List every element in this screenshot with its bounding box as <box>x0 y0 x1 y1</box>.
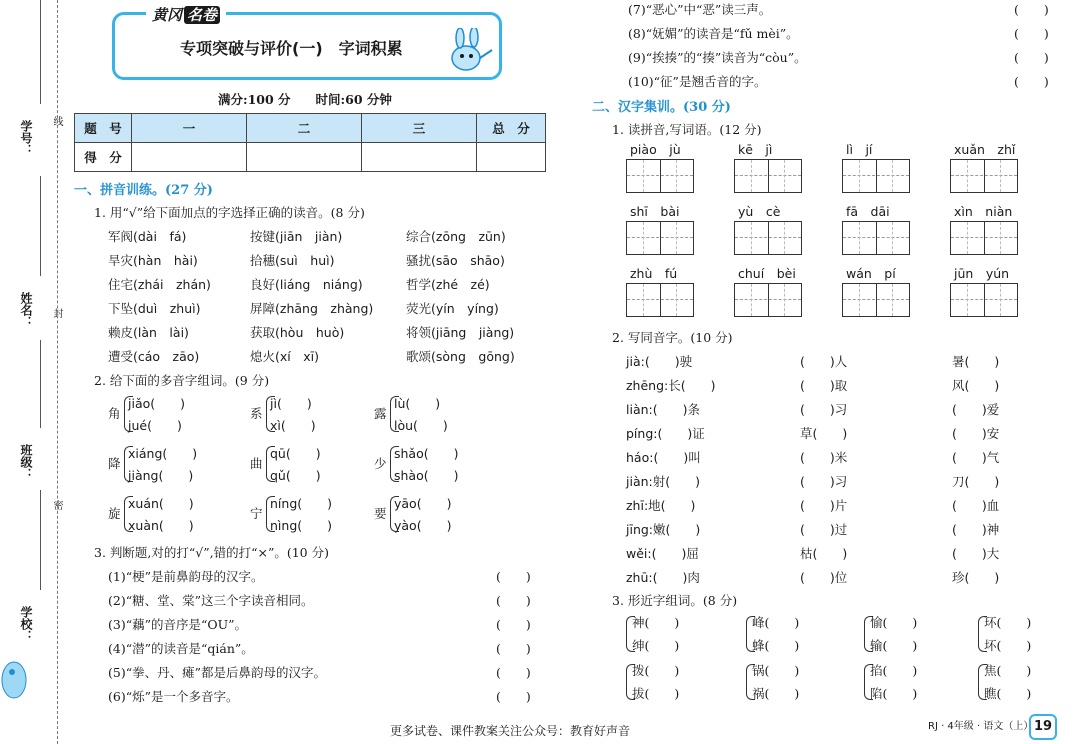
answer-parentheses[interactable]: ( ) <box>496 593 531 608</box>
polyphone-reading-a[interactable]: shǎo( ) <box>394 446 459 461</box>
brand-logo: 黄冈 名卷 <box>146 4 226 25</box>
judgment-item: (5)“拳、丹、瘫”都是后鼻韵母的汉字。 <box>108 665 326 680</box>
section-2-title: 二、汉字集训。(30 分) <box>592 100 731 115</box>
grid-guide <box>843 237 909 238</box>
homophone-blank[interactable]: 刀( ) <box>952 474 1000 489</box>
grid-guide <box>843 299 909 300</box>
homophone-blank[interactable]: píng:( )证 <box>626 426 705 441</box>
pinyin-label: xuǎn zhǐ <box>954 142 1016 157</box>
polyphone-reading-b[interactable]: xì( ) <box>270 418 316 433</box>
q1-prompt: 1. 用“√”给下面加点的字选择正确的读音。(8 分) <box>94 205 365 220</box>
grid-guide <box>643 160 644 192</box>
homophone-blank[interactable]: jīng:嫩( ) <box>626 522 701 537</box>
grid-guide <box>676 160 677 192</box>
answer-parentheses[interactable]: ( ) <box>1014 50 1049 65</box>
polyphone-char: 系 <box>250 406 263 421</box>
polyphone-reading-a[interactable]: xiáng( ) <box>128 446 198 461</box>
homophone-blank[interactable]: ( )片 <box>800 498 848 513</box>
homophone-blank[interactable]: ( )习 <box>800 402 848 417</box>
s2-q2-prompt: 2. 写同音字。(10 分) <box>612 330 733 345</box>
homophone-blank[interactable]: ( )血 <box>952 498 1000 513</box>
reading-choice-item[interactable]: 下坠(duì zhuì) <box>108 301 201 316</box>
writing-grid-box[interactable] <box>626 221 694 255</box>
grid-guide <box>892 284 893 316</box>
pinyin-label: fā dāi <box>846 204 890 219</box>
judgment-item: (8)“妩媚”的读音是“fǔ mèi”。 <box>628 26 799 41</box>
grid-guide <box>784 222 785 254</box>
answer-parentheses[interactable]: ( ) <box>496 665 531 680</box>
pinyin-label: lì jí <box>846 142 873 157</box>
polyphone-char: 曲 <box>250 456 263 471</box>
polyphone-reading-b[interactable]: nìng( ) <box>270 518 333 533</box>
reading-choice-item[interactable]: 屏障(zhāng zhàng) <box>250 301 374 316</box>
grid-guide <box>751 222 752 254</box>
reading-choice-item[interactable]: 哲学(zhé zé) <box>406 277 490 292</box>
judgment-item: (1)“梗”是前鼻韵母的汉字。 <box>108 569 264 584</box>
margin-line <box>40 340 41 428</box>
homophone-blank[interactable]: ( )位 <box>800 570 848 585</box>
polyphone-char: 角 <box>108 406 121 421</box>
score-input-cell[interactable] <box>132 143 247 172</box>
similar-char-blank[interactable]: 焦( ) <box>984 663 1032 678</box>
polyphone-char: 要 <box>374 506 387 521</box>
grid-guide <box>843 175 909 176</box>
reading-choice-item[interactable]: 良好(liáng niáng) <box>250 277 363 292</box>
mascot-icon <box>0 650 40 710</box>
similar-char-blank[interactable]: 坏( ) <box>984 638 1032 653</box>
writing-grid-box[interactable] <box>842 283 910 317</box>
table-cell: 得 分 <box>75 143 132 172</box>
polyphone-reading-b[interactable]: jiàng( ) <box>128 468 194 483</box>
polyphone-char: 宁 <box>250 506 263 521</box>
grid-guide <box>1000 284 1001 316</box>
grid-guide <box>751 284 752 316</box>
q2-prompt: 2. 给下面的多音字组词。(9 分) <box>94 373 270 388</box>
homophone-blank[interactable]: jiàn:射( ) <box>626 474 700 489</box>
table-cell: 一 <box>132 114 247 143</box>
grid-guide <box>676 284 677 316</box>
table-cell: 总 分 <box>477 114 546 143</box>
homophone-blank[interactable]: 枯( ) <box>800 546 848 561</box>
polyphone-reading-b[interactable]: qǔ( ) <box>270 468 321 483</box>
s2-q3-prompt: 3. 形近字组词。(8 分) <box>612 593 738 608</box>
writing-grid-box[interactable] <box>950 159 1018 193</box>
polyphone-reading-a[interactable]: qū( ) <box>270 446 321 461</box>
reading-choice-item[interactable]: 住宅(zhái zhán) <box>108 277 211 292</box>
homophone-blank[interactable]: 草( ) <box>800 426 848 441</box>
reading-choice-item[interactable]: 将领(jiāng jiàng) <box>406 325 515 340</box>
margin-line <box>40 0 41 104</box>
homophone-blank[interactable]: zhū:( )肉 <box>626 570 700 585</box>
similar-char-blank[interactable]: 蜂( ) <box>752 638 800 653</box>
judgment-item: (7)“恶心”中“恶”读三声。 <box>628 2 772 17</box>
polyphone-reading-a[interactable]: jiǎo( ) <box>128 396 186 411</box>
judgment-item: (9)“挨揍”的“揍”读音为“còu”。 <box>628 50 807 65</box>
school-label: 学校： <box>19 606 33 642</box>
grid-guide <box>784 160 785 192</box>
similar-char-blank[interactable]: 瞧( ) <box>984 686 1032 701</box>
similar-char-blank[interactable]: 锅( ) <box>752 663 800 678</box>
polyphone-reading-a[interactable]: níng( ) <box>270 496 333 511</box>
similar-char-blank[interactable]: 环( ) <box>984 615 1032 630</box>
table-cell: 三 <box>362 114 477 143</box>
pinyin-label: zhù fú <box>630 266 678 281</box>
table-cell: 题 号 <box>75 114 132 143</box>
score-input-cell[interactable] <box>477 143 546 172</box>
writing-grid-box[interactable] <box>842 221 910 255</box>
similar-char-blank[interactable]: 愉( ) <box>870 615 918 630</box>
grid-guide <box>627 175 693 176</box>
homophone-blank[interactable]: jià:( )驶 <box>626 354 693 369</box>
reading-choice-item[interactable]: 骚扰(sāo shāo) <box>406 253 505 268</box>
grid-guide <box>859 160 860 192</box>
reading-choice-item[interactable]: 获取(hòu huò) <box>250 325 345 340</box>
writing-grid-box[interactable] <box>842 159 910 193</box>
section-1-title: 一、拼音训练。(27 分) <box>74 183 213 198</box>
cut-mark: 封 <box>51 308 62 318</box>
polyphone-reading-b[interactable]: xuàn( ) <box>128 518 194 533</box>
grid-guide <box>784 284 785 316</box>
reading-choice-item[interactable]: 综合(zōng zūn) <box>406 229 506 244</box>
grid-guide <box>967 222 968 254</box>
similar-char-blank[interactable]: 拨( ) <box>632 663 680 678</box>
homophone-blank[interactable]: ( )习 <box>800 474 848 489</box>
pinyin-label: shī bài <box>630 204 680 219</box>
judgment-item: (3)“藕”的音序是“OU”。 <box>108 617 248 632</box>
score-time-line: 满分:100 分 时间:60 分钟 <box>218 92 392 107</box>
margin-line <box>40 490 41 590</box>
judgment-item: (6)“烁”是一个多音字。 <box>108 689 239 704</box>
polyphone-char: 露 <box>374 406 387 421</box>
writing-grid-box[interactable] <box>950 221 1018 255</box>
similar-char-blank[interactable]: 神( ) <box>632 615 680 630</box>
homophone-blank[interactable]: háo:( )叫 <box>626 450 701 465</box>
homophone-blank[interactable]: ( )过 <box>800 522 848 537</box>
q3-prompt: 3. 判断题,对的打“√”,错的打“×”。(10 分) <box>94 545 329 560</box>
answer-parentheses[interactable]: ( ) <box>1014 2 1049 17</box>
homophone-blank[interactable]: 珍( ) <box>952 570 1000 585</box>
pinyin-label: jūn yún <box>954 266 1010 281</box>
reading-choice-item[interactable]: 遭受(cáo zāo) <box>108 349 200 364</box>
reading-choice-item[interactable]: 按键(jiān jiàn) <box>250 229 343 244</box>
similar-char-blank[interactable]: 拔( ) <box>632 686 680 701</box>
polyphone-reading-a[interactable]: xuán( ) <box>128 496 194 511</box>
polyphone-reading-a[interactable]: yāo( ) <box>394 496 452 511</box>
grid-guide <box>735 299 801 300</box>
grid-guide <box>859 222 860 254</box>
polyphone-reading-b[interactable]: shào( ) <box>394 468 459 483</box>
answer-parentheses[interactable]: ( ) <box>496 569 531 584</box>
similar-char-blank[interactable]: 绅( ) <box>632 638 680 653</box>
pinyin-label: chuí bèi <box>738 266 796 281</box>
student-id-label: 学号： <box>19 120 33 156</box>
pinyin-label: xìn niàn <box>954 204 1013 219</box>
rabbit-mascot-icon <box>444 28 496 76</box>
judgment-item: (4)“潜”的读音是“qián”。 <box>108 641 254 656</box>
pinyin-label: yù cè <box>738 204 781 219</box>
homophone-blank[interactable]: ( )气 <box>952 450 1000 465</box>
polyphone-reading-b[interactable]: jué( ) <box>128 418 182 433</box>
homophone-blank[interactable]: ( )神 <box>952 522 1000 537</box>
grid-guide <box>643 222 644 254</box>
similar-char-blank[interactable]: 祸( ) <box>752 686 800 701</box>
grid-guide <box>627 237 693 238</box>
grid-guide <box>892 222 893 254</box>
answer-parentheses[interactable]: ( ) <box>1014 74 1049 89</box>
writing-grid-box[interactable] <box>950 283 1018 317</box>
reading-choice-item[interactable]: 旱灾(hàn hài) <box>108 253 198 268</box>
homophone-blank[interactable]: 风( ) <box>952 378 1000 393</box>
answer-parentheses[interactable]: ( ) <box>1014 26 1049 41</box>
reading-choice-item[interactable]: 拾穗(suì huì) <box>250 253 335 268</box>
grid-guide <box>967 160 968 192</box>
writing-grid-box[interactable] <box>734 221 802 255</box>
writing-grid-box[interactable] <box>626 159 694 193</box>
homophone-blank[interactable]: ( )人 <box>800 354 848 369</box>
name-label: 姓名： <box>19 292 33 328</box>
writing-grid-box[interactable] <box>734 283 802 317</box>
grid-guide <box>859 284 860 316</box>
cut-dash-line <box>57 0 58 744</box>
reading-choice-item[interactable]: 荧光(yín yíng) <box>406 301 499 316</box>
answer-parentheses[interactable]: ( ) <box>496 617 531 632</box>
reading-choice-item[interactable]: 军阀(dài fá) <box>108 229 187 244</box>
page-number: 19 <box>1029 714 1057 740</box>
reading-choice-item[interactable]: 歌颂(sòng gōng) <box>406 349 515 364</box>
page-tag: RJ · 4年级 · 语文（上） <box>928 721 1034 732</box>
margin-line <box>40 176 41 276</box>
writing-grid-box[interactable] <box>626 283 694 317</box>
writing-grid-box[interactable] <box>734 159 802 193</box>
polyphone-char: 降 <box>108 456 121 471</box>
reading-choice-item[interactable]: 熄火(xí xī) <box>250 349 319 364</box>
grid-guide <box>735 175 801 176</box>
homophone-blank[interactable]: zhēng:长( ) <box>626 378 716 393</box>
polyphone-reading-b[interactable]: lòu( ) <box>394 418 448 433</box>
footer-text: 更多试卷、课件教案关注公众号：教育好声音 <box>390 724 631 738</box>
pinyin-label: kē jì <box>738 142 773 157</box>
class-label: 班级： <box>19 444 33 480</box>
polyphone-char: 旋 <box>108 506 121 521</box>
grid-guide <box>1000 222 1001 254</box>
similar-char-blank[interactable]: 输( ) <box>870 638 918 653</box>
similar-char-blank[interactable]: 掐( ) <box>870 663 918 678</box>
homophone-blank[interactable]: ( )大 <box>952 546 1000 561</box>
polyphone-reading-b[interactable]: yào( ) <box>394 518 452 533</box>
grid-guide <box>967 284 968 316</box>
homophone-blank[interactable]: ( )取 <box>800 378 848 393</box>
s2-q1-prompt: 1. 读拼音,写词语。(12 分) <box>612 122 762 137</box>
polyphone-reading-a[interactable]: jì( ) <box>270 396 312 411</box>
judgment-item: (10)“征”是翘舌音的字。 <box>628 74 767 89</box>
polyphone-reading-a[interactable]: lù( ) <box>394 396 441 411</box>
reading-choice-item[interactable]: 赖皮(làn lài) <box>108 325 189 340</box>
pinyin-label: wán pí <box>846 266 896 281</box>
answer-parentheses[interactable]: ( ) <box>496 641 531 656</box>
grid-guide <box>1000 160 1001 192</box>
grid-guide <box>676 222 677 254</box>
score-input-cell[interactable] <box>247 143 362 172</box>
grid-guide <box>951 237 1017 238</box>
score-input-cell[interactable] <box>362 143 477 172</box>
homophone-blank[interactable]: ( )安 <box>952 426 1000 441</box>
grid-guide <box>627 299 693 300</box>
similar-char-blank[interactable]: 峰( ) <box>752 615 800 630</box>
grid-guide <box>951 299 1017 300</box>
grid-guide <box>751 160 752 192</box>
homophone-blank[interactable]: wěi:( )屈 <box>626 546 699 561</box>
page-title: 专项突破与评价(一) 字词积累 <box>180 39 403 58</box>
score-table <box>74 113 546 172</box>
cut-mark: 密 <box>51 500 62 510</box>
grid-guide <box>892 160 893 192</box>
homophone-blank[interactable]: ( )爱 <box>952 402 1000 417</box>
pinyin-label: piào jù <box>630 142 681 157</box>
cut-mark: 线 <box>51 116 62 126</box>
answer-parentheses[interactable]: ( ) <box>496 689 531 704</box>
homophone-blank[interactable]: liàn:( )条 <box>626 402 700 417</box>
grid-guide <box>643 284 644 316</box>
homophone-blank[interactable]: 暑( ) <box>952 354 1000 369</box>
homophone-blank[interactable]: zhī:地( ) <box>626 498 696 513</box>
grid-guide <box>735 237 801 238</box>
polyphone-char: 少 <box>374 456 387 471</box>
homophone-blank[interactable]: ( )米 <box>800 450 848 465</box>
judgment-item: (2)“糖、堂、棠”这三个字读音相同。 <box>108 593 314 608</box>
grid-guide <box>951 175 1017 176</box>
similar-char-blank[interactable]: 陷( ) <box>870 686 918 701</box>
table-cell: 二 <box>247 114 362 143</box>
